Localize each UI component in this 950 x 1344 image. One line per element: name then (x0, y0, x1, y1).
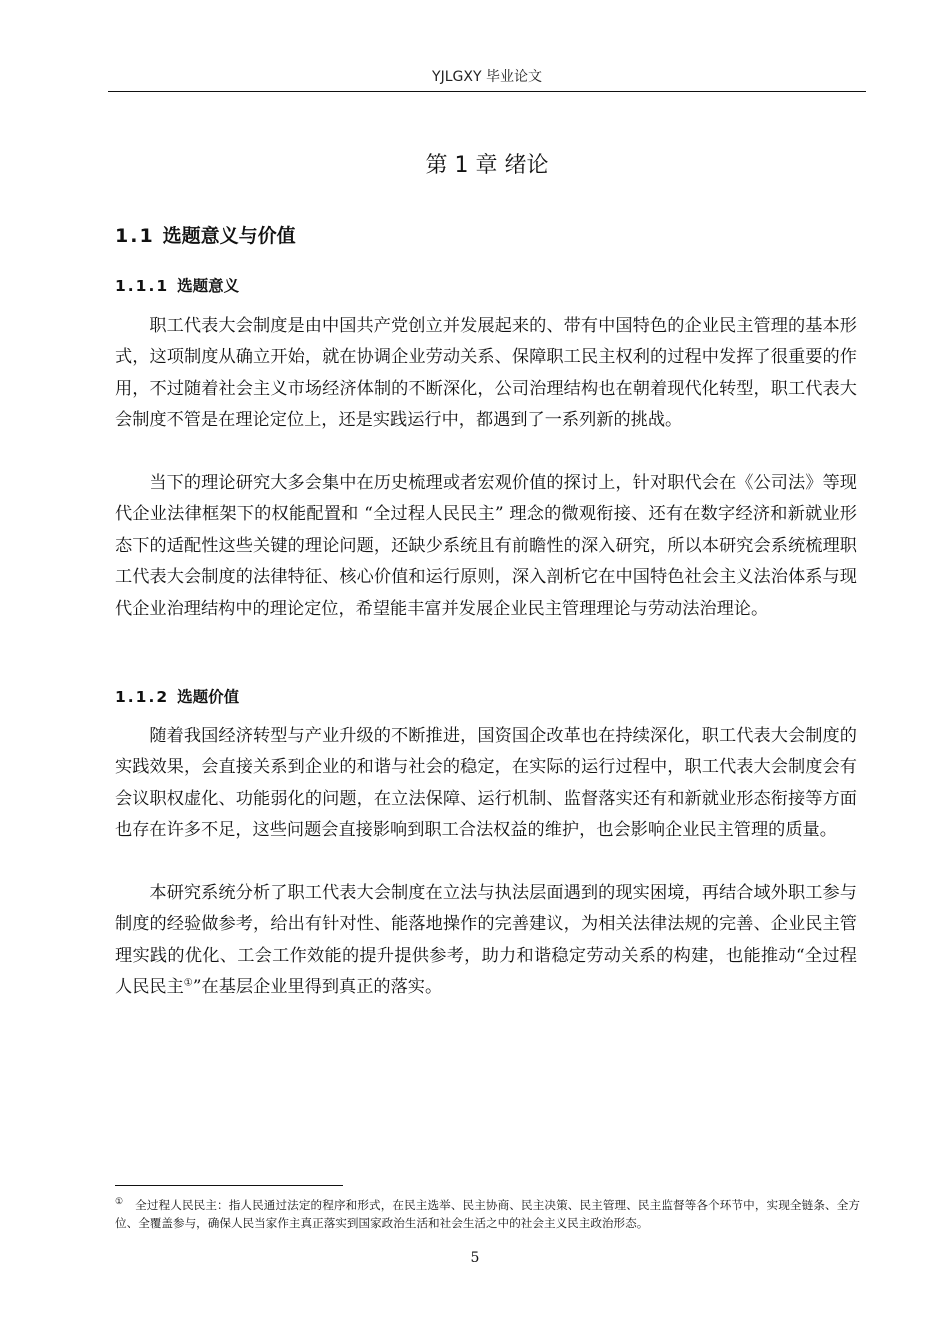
footnote (115, 1196, 860, 1232)
body-paragraph: 当下的理论研究大多会集中在历史梳理或者宏观价值的探讨上，针对职代会在《公司法》等现代企业法律框架下的权能配置和 “全过程人民民主” 理念的微观衔接、还有在数字经济和新就业形态下的适配性这些关键的理论问题，还缺少系统且有前瞻性的深入研究，所以本研究会系统梳理职工代表大会制度的法律特征、核心价值和运行原则，深入剖析它在中国特色社会主义法治体系与现代企业治理结构中的理论定位，希望能丰富并发展企业民主管理理论与劳动法治理论。 (115, 473, 857, 619)
footnote-reference[interactable]: ① (183, 977, 193, 989)
subsection-number: 1.1.1 (115, 277, 170, 295)
section-number: 1.1 (115, 225, 155, 247)
paragraph-text: 本研究系统分析了职工代表大会制度在立法与执法层面遇到的现实困境，再结合域外职工参与制度的经验做参考，给出有针对性、能落地操作的完善建议，为相关法律法规的完善、企业民主管理实践的优化、工会工作效能的提升提供参考，助力和谐稳定劳动关系的构建，也能推动“全过程人民民主 (115, 883, 857, 998)
body-paragraph (115, 878, 857, 1004)
chapter-title: 第 1 章 绪论 (425, 153, 549, 178)
subsection-heading-value (115, 685, 239, 707)
subsection-number: 1.1.2 (115, 688, 170, 706)
header-rule (108, 91, 866, 92)
section-title: 选题意义与价值 (162, 225, 296, 247)
footnote-text: 全过程人民民主：指人民通过法定的程序和形式，在民主选举、民主协商、民主决策、民主管理、民主监督等各个环节中，实现全链条、全方位、全覆盖参与，确保人民当家作主真正落实到国家政治生活和社会生活之中的社会主义民主政治形态。 (115, 1198, 860, 1230)
running-header: YJLGXY 毕业论文 (432, 69, 542, 85)
footnote-rule (115, 1185, 343, 1186)
subsection-heading-significance (115, 274, 239, 296)
paragraph-text: ”在基层企业里得到真正的落实。 (192, 977, 443, 998)
section-heading (115, 221, 296, 248)
body-paragraph: 随着我国经济转型与产业升级的不断推进，国资国企改革也在持续深化，职工代表大会制度的实践效果，会直接关系到企业的和谐与社会的稳定，在实际的运行过程中，职工代表大会制度会有会议职权虚化、功能弱化的问题，在立法保障、运行机制、监督落实还有和新就业形态衔接等方面也存在许多不足，这些问题会直接影响到职工合法权益的维护，也会影响企业民主管理的质量。 (115, 726, 857, 841)
page-number: 5 (470, 1250, 480, 1266)
footnote-mark: ① (115, 1197, 124, 1208)
subsection-title: 选题意义 (177, 277, 240, 295)
subsection-title: 选题价值 (177, 688, 240, 706)
body-paragraph: 职工代表大会制度是由中国共产党创立并发展起来的、带有中国特色的企业民主管理的基本形式，这项制度从确立开始，就在协调企业劳动关系、保障职工民主权利的过程中发挥了很重要的作用，不过随着社会主义市场经济体制的不断深化，公司治理结构也在朝着现代化转型，职工代表大会制度不管是在理论定位上，还是实践运行中，都遇到了一系列新的挑战。 (115, 316, 857, 431)
